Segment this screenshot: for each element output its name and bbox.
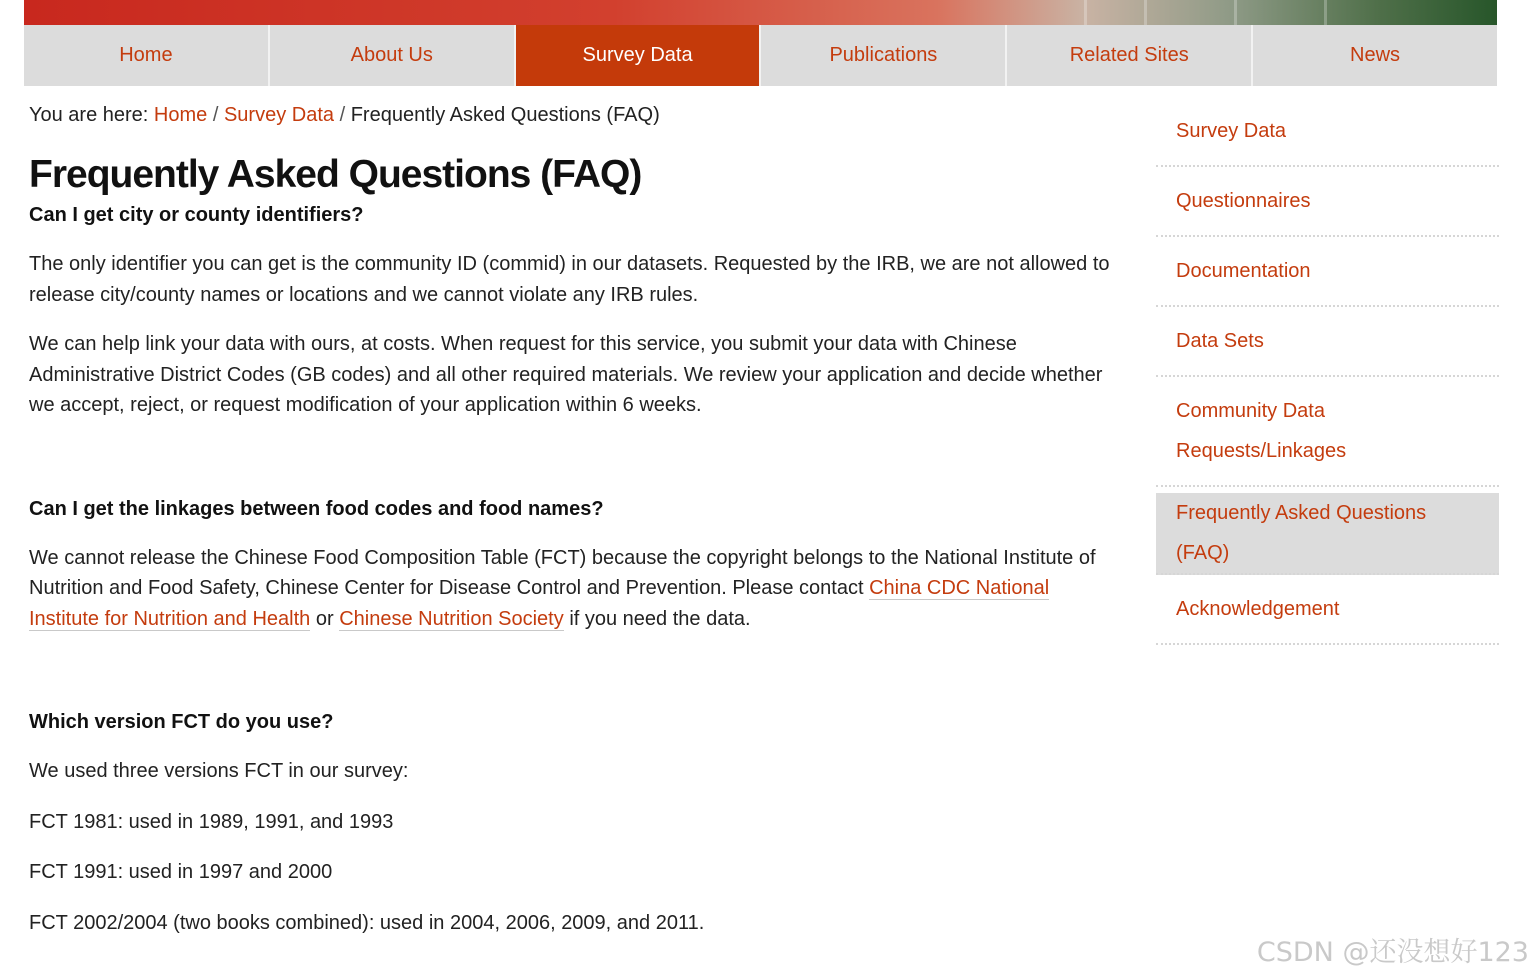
nav-related-sites[interactable]: Related Sites: [1007, 25, 1253, 86]
faq-question: Which version FCT do you use?: [29, 711, 334, 733]
faq-question: Can I get the linkages between food codes and food names?: [29, 497, 604, 520]
sidebar-item-faq[interactable]: Frequently Asked Questions (FAQ): [1156, 493, 1499, 575]
main-nav: [24, 25, 1497, 86]
breadcrumb-survey-data-link[interactable]: Survey Data: [223, 104, 335, 126]
sidebar-item-data-sets[interactable]: Data Sets: [1156, 307, 1499, 377]
breadcrumb-home-link[interactable]: Home: [153, 104, 208, 126]
sidebar-item-documentation[interactable]: Documentation: [1156, 237, 1499, 307]
faq-answer: FCT 1981: used in 1989, 1991, and 1993: [29, 810, 394, 833]
sidebar-item-questionnaires[interactable]: Questionnaires: [1156, 167, 1499, 237]
china-cdc-link[interactable]: China CDC National Institute for Nutrition and Health: [29, 577, 1050, 630]
header-banner: [24, 0, 1497, 25]
main-content: [29, 100, 1124, 938]
nav-home[interactable]: Home: [24, 25, 270, 86]
faq-answer: FCT 1991: used in 1997 and 2000: [29, 861, 333, 883]
watermark: CSDN @还没想好123: [1256, 937, 1529, 968]
sidebar-nav: [1156, 104, 1499, 645]
faq-answer: FCT 2002/2004 (two books combined): used in 2004, 2006, 2009, and 2011.: [29, 911, 705, 934]
nav-publications[interactable]: Publications: [761, 25, 1007, 86]
nav-about-us[interactable]: About Us: [270, 25, 516, 86]
faq-answer: We used three versions FCT in our survey:: [29, 760, 409, 782]
breadcrumb-current: Frequently Asked Questions (FAQ): [350, 104, 660, 126]
breadcrumb-separator: /: [339, 104, 346, 126]
sidebar-item-community-data[interactable]: [1156, 377, 1499, 487]
chinese-nutrition-society-link[interactable]: Chinese Nutrition Society: [339, 607, 564, 630]
faq-answer-text: or: [315, 607, 334, 630]
sidebar-item-survey-data[interactable]: Survey Data: [1156, 104, 1499, 167]
page-title: Frequently Asked Questions (FAQ): [29, 153, 642, 196]
sidebar-item-acknowledgement[interactable]: Acknowledgement: [1156, 575, 1499, 645]
nav-survey-data[interactable]: Survey Data: [516, 25, 762, 86]
faq-answer-text: We cannot release the Chinese Food Composition Table (FCT) because the copyright belongs to the National Institute of Nutrition and Food Safety, Chinese Center for Disease Control and Prevention. Please contact: [29, 546, 1096, 599]
faq-answer: The only identifier you can get is the community ID (commid) in our datasets. Requested by the IRB, we are not allowed to release city/county names or locations and we cannot violate any IRB rules.: [29, 253, 1110, 306]
faq-answer-text: if you need the data.: [569, 607, 751, 630]
breadcrumb: [29, 104, 1124, 127]
faq-question: Can I get city or county identifiers?: [29, 204, 364, 226]
faq-answer: We can help link your data with ours, at costs. When request for this service, you submit your data with Chinese Administrative District Codes (GB codes) and all other required materials. We review your application and decide whether we accept, reject, or request modification of your application within 6 weeks.: [29, 333, 1103, 416]
faq-answer: [29, 543, 1124, 635]
breadcrumb-prefix: You are here:: [29, 104, 149, 126]
sidebar-item-label: Community Data: [1176, 400, 1325, 422]
breadcrumb-separator: /: [212, 104, 219, 126]
sidebar-item-label: Requests/Linkages: [1176, 440, 1347, 462]
nav-news[interactable]: News: [1253, 25, 1497, 86]
